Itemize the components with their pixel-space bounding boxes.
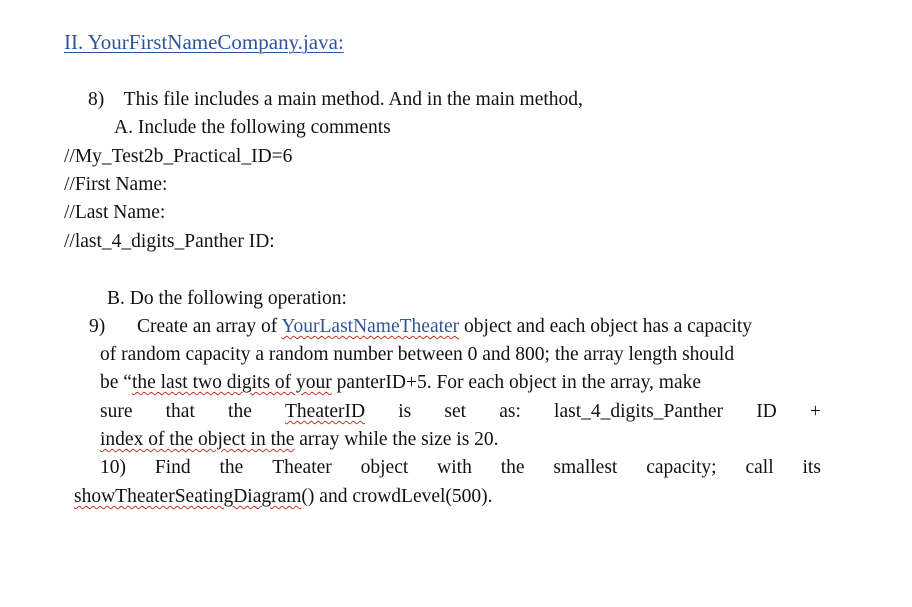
item-9-l5-squiggle: index of the object in the <box>100 429 295 450</box>
item-b-letter: B. <box>107 288 125 309</box>
word: the <box>500 457 525 478</box>
item-9-l3-post: panterID+5. For each object in the array, make <box>336 372 702 393</box>
comment-line-4: //last_4_digits_Panther ID: <box>64 231 275 252</box>
word: call <box>745 457 774 478</box>
item-a-text: Include the following comments <box>137 117 391 138</box>
item-a <box>114 116 391 140</box>
item-9-line-5 <box>100 428 499 452</box>
item-9-text-pre: Create an array of <box>137 316 278 337</box>
item-9-line-2: of random capacity a random number between 0 and 800; the array length should <box>100 344 735 365</box>
comment-line-2: //First Name: <box>64 174 168 195</box>
section-heading: II. YourFirstNameCompany.java: <box>64 30 344 54</box>
item-9-l3-pre: be “ <box>100 372 132 393</box>
item-9-text-post: object and each object has a capacity <box>464 316 753 337</box>
word: last_4_digits_Panther <box>554 401 724 422</box>
word: is <box>398 401 412 422</box>
item-9-line-1 <box>89 315 752 339</box>
word-theater-id: TheaterID <box>285 401 366 422</box>
word: smallest <box>553 457 618 478</box>
item-9-l3-squiggle: the last two digits of your <box>131 372 332 393</box>
item-b <box>107 287 347 311</box>
word: that <box>165 401 195 422</box>
word: the <box>228 401 252 422</box>
item-10-number: 10) <box>100 457 126 478</box>
item-8-text: This file includes a main method. And in the main method, <box>123 89 583 110</box>
word: sure <box>100 401 133 422</box>
word: Theater <box>272 457 332 478</box>
item-10-l2-post: () and crowdLevel(500). <box>301 486 493 507</box>
word: capacity; <box>646 457 717 478</box>
item-9-number: 9) <box>89 316 106 337</box>
word: with <box>437 457 472 478</box>
item-8 <box>88 88 583 112</box>
word: Find <box>154 457 191 478</box>
word: as: <box>499 401 521 422</box>
item-9-l5-post: array while the size is 20. <box>299 429 499 450</box>
method-name-seating-diagram: showTheaterSeatingDiagram <box>74 486 302 507</box>
comment-line-1: //My_Test2b_Practical_ID=6 <box>64 146 293 167</box>
item-10-line-2 <box>74 485 493 509</box>
comment-line-3: //Last Name: <box>64 202 166 223</box>
class-name-theater: YourLastNameTheater <box>281 316 460 337</box>
item-9-line-3 <box>100 371 701 395</box>
word: its <box>802 457 821 478</box>
word: + <box>809 401 821 422</box>
item-10-line-1 <box>100 456 821 480</box>
item-8-number: 8) <box>88 89 105 110</box>
word: the <box>219 457 244 478</box>
word: set <box>444 401 467 422</box>
word: ID <box>756 401 777 422</box>
item-b-text: Do the following operation: <box>129 288 347 309</box>
word: object <box>360 457 409 478</box>
item-9-line-4 <box>100 400 821 424</box>
item-a-letter: A. <box>114 117 133 138</box>
